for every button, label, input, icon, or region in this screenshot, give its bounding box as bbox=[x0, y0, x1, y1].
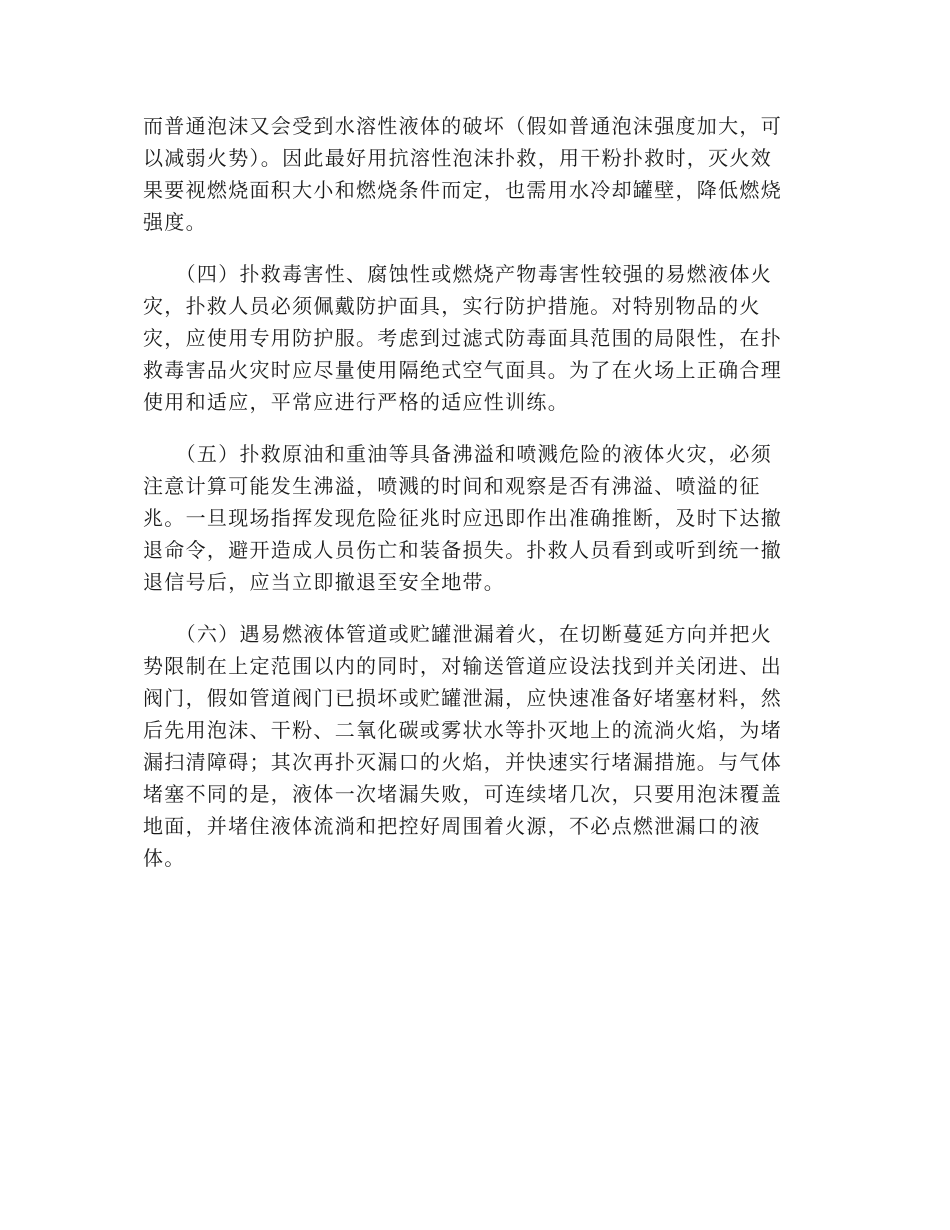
text-line: 阀门，假如管道阀门已损坏或贮罐泄漏，应快速准备好堵塞材料，然 bbox=[143, 686, 782, 710]
text-line: 地面，并堵住液体流淌和把控好周围着火源，不必点燃泄漏口的液 bbox=[143, 814, 761, 838]
text-line: 使用和适应，平常应进行严格的适应性训练。 bbox=[143, 390, 569, 414]
text-line: 退命令，避开造成人员伤亡和装备损失。扑救人员看到或听到统一撤 bbox=[143, 538, 782, 562]
text-line: 漏扫清障碍；其次再扑灭漏口的火焰，并快速实行堵漏措施。与气体 bbox=[143, 750, 782, 774]
text-line: 势限制在上定范围以内的同时，对输送管道应设法找到并关闭进、出 bbox=[143, 654, 782, 678]
text-line: 退信号后，应当立即撤退至安全地带。 bbox=[143, 570, 506, 594]
text-line: （五）扑救原油和重油等具备沸溢和喷溅危险的液体火灾，必须 bbox=[143, 442, 772, 466]
text-line: 后先用泡沫、干粉、二氧化碳或雾状水等扑灭地上的流淌火焰，为堵 bbox=[143, 718, 782, 742]
paragraph-section-6 bbox=[143, 618, 803, 874]
text-line: 体。 bbox=[143, 846, 186, 870]
text-line: 兆。一旦现场指挥发现危险征兆时应迅即作出准确推断，及时下达撤 bbox=[143, 506, 782, 530]
document-page bbox=[143, 110, 803, 894]
text-line: 注意计算可能发生沸溢，喷溅的时间和观察是否有沸溢、喷溢的征 bbox=[143, 474, 761, 498]
text-line: 灾，扑救人员必须佩戴防护面具，实行防护措施。对特别物品的火 bbox=[143, 294, 761, 318]
paragraph-section-5 bbox=[143, 438, 803, 598]
text-line: 强度。 bbox=[143, 210, 207, 234]
text-line: 救毒害品火灾时应尽量使用隔绝式空气面具。为了在火场上正确合理 bbox=[143, 358, 782, 382]
text-line: （六）遇易燃液体管道或贮罐泄漏着火，在切断蔓延方向并把火 bbox=[143, 622, 772, 646]
text-line: 果要视燃烧面积大小和燃烧条件而定，也需用水冷却罐壁，降低燃烧 bbox=[143, 178, 782, 202]
text-line: 以减弱火势）。因此最好用抗溶性泡沫扑救，用干粉扑救时，灭火效 bbox=[143, 146, 772, 170]
paragraph-foam-note bbox=[143, 110, 803, 238]
text-line: （四）扑救毒害性、腐蚀性或燃烧产物毒害性较强的易燃液体火 bbox=[143, 262, 772, 286]
text-line: 灾，应使用专用防护服。考虑到过滤式防毒面具范围的局限性，在扑 bbox=[143, 326, 782, 350]
paragraph-section-4 bbox=[143, 258, 803, 418]
text-line: 而普通泡沫又会受到水溶性液体的破坏（假如普通泡沫强度加大，可 bbox=[143, 114, 782, 138]
text-line: 堵塞不同的是，液体一次堵漏失败，可连续堵几次，只要用泡沫覆盖 bbox=[143, 782, 782, 806]
